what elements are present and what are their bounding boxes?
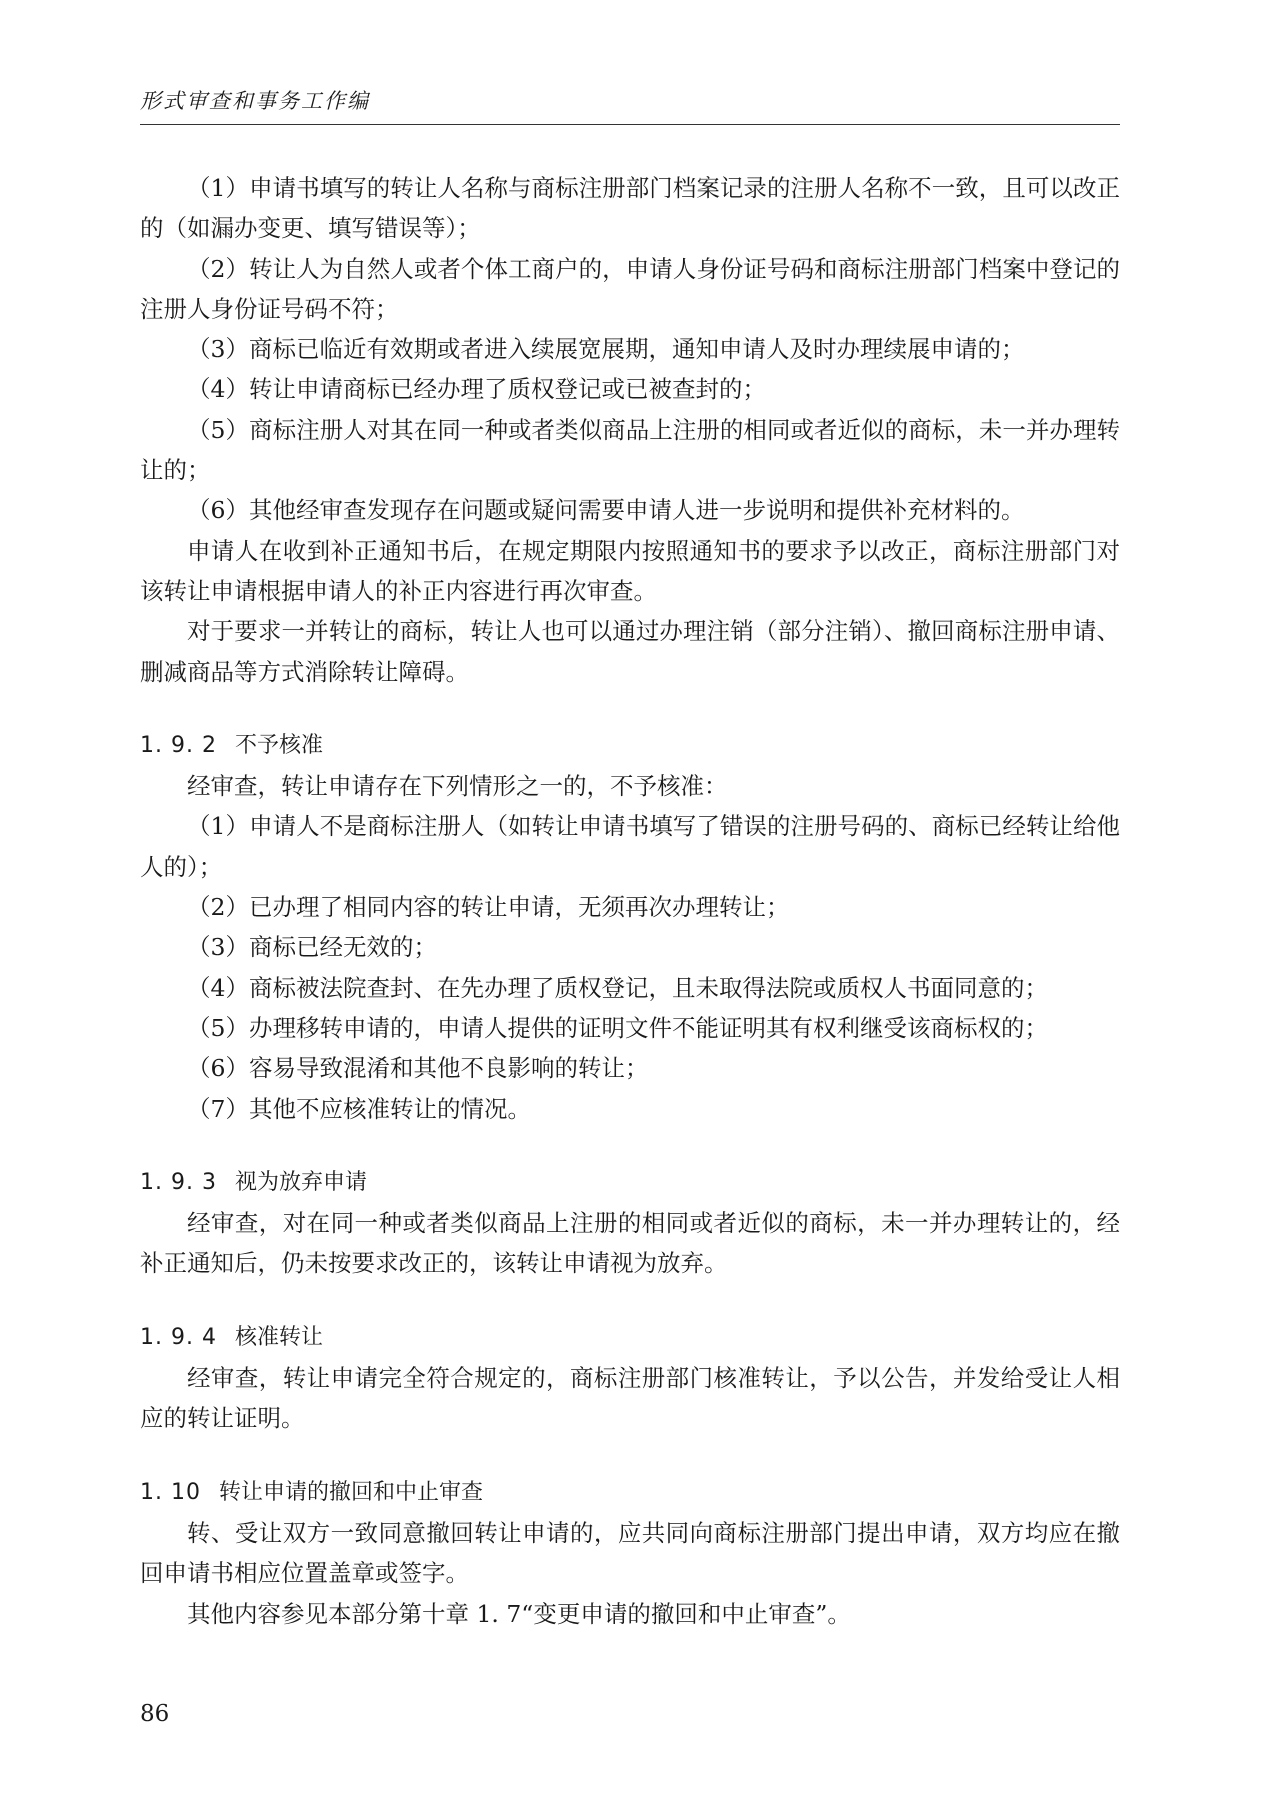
section-number: 1. 9. 2 (140, 732, 217, 758)
section-title: 视为放弃申请 (234, 1169, 367, 1195)
list-item: （1）申请人不是商标注册人（如转让申请书填写了错误的注册号码的、商标已经转让给他人的）； (140, 812, 1120, 881)
paragraph: 申请人在收到补正通知书后，在规定期限内按照通知书的要求予以改正，商标注册部门对该转让申请根据申请人的补正内容进行再次审查。 (140, 536, 1120, 605)
list-item: （3）商标已经无效的； (187, 933, 437, 962)
section-number: 1. 10 (140, 1479, 201, 1505)
list-item: （2）转让人为自然人或者个体工商户的，申请人身份证号码和商标注册部门档案中登记的注册人身份证号码不符； (140, 254, 1120, 323)
paragraph: 转、受让双方一致同意撤回转让申请的，应共同向商标注册部门提出申请，双方均应在撤回申请书相应位置盖章或签字。 (140, 1518, 1120, 1588)
paragraph: 经审查，转让申请完全符合规定的，商标注册部门核准转让，予以公告，并发给受让人相应的转让证明。 (140, 1364, 1120, 1433)
paragraph: 其他内容参见本部分第十章 1. 7“变更申请的撤回和中止审查”。 (187, 1599, 851, 1628)
section-title: 核准转让 (234, 1324, 323, 1350)
list-item: （3）商标已临近有效期或者进入续展宽展期，通知申请人及时办理续展申请的； (187, 335, 1025, 364)
section-number: 1. 9. 4 (140, 1324, 217, 1350)
list-item: （2）已办理了相同内容的转让申请，无须再次办理转让； (187, 893, 790, 922)
section-heading-1-9-3 (140, 1163, 1120, 1203)
page-number: 86 (140, 1701, 170, 1727)
section-number: 1. 9. 3 (140, 1169, 217, 1195)
list-item: （5）商标注册人对其在同一种或者类似商品上注册的相同或者近似的商标，未一并办理转让的； (140, 415, 1120, 485)
paragraph: 经审查，转让申请存在下列情形之一的，不予核准： (187, 772, 728, 801)
section-heading-1-9-2 (140, 726, 1120, 766)
section-heading-1-9-4 (140, 1318, 1120, 1358)
list-item: （5）办理移转申请的，申请人提供的证明文件不能证明其有权利继受该商标权的； (187, 1013, 1048, 1042)
list-item: （6）容易导致混淆和其他不良影响的转让； (187, 1054, 649, 1083)
section-title: 不予核准 (234, 732, 323, 758)
section-heading-1-10 (140, 1473, 1120, 1513)
list-item: （1）申请书填写的转让人名称与商标注册部门档案记录的注册人名称不一致，且可以改正的（如漏办变更、填写错误等）； (140, 174, 1120, 243)
running-header: 形式审查和事务工作编 (140, 89, 370, 113)
list-item: （4）商标被法院查封、在先办理了质权登记，且未取得法院或质权人书面同意的； (187, 973, 1048, 1002)
paragraph: 对于要求一并转让的商标，转让人也可以通过办理注销（部分注销）、撤回商标注册申请、删减商品等方式消除转让障碍。 (140, 617, 1120, 686)
header-rule (140, 124, 1120, 125)
body-text (140, 168, 1120, 1634)
list-item: （7）其他不应核准转让的情况。 (187, 1094, 531, 1123)
section-title: 转让申请的撤回和中止审查 (218, 1479, 483, 1505)
list-item: （4）转让申请商标已经办理了质权登记或已被查封的； (187, 375, 766, 404)
list-item: （6）其他经审查发现存在问题或疑问需要申请人进一步说明和提供补充材料的。 (187, 496, 1025, 525)
paragraph: 经审查，对在同一种或者类似商品上注册的相同或者近似的商标，未一并办理转让的，经补正通知后，仍未按要求改正的，该转让申请视为放弃。 (140, 1209, 1120, 1278)
